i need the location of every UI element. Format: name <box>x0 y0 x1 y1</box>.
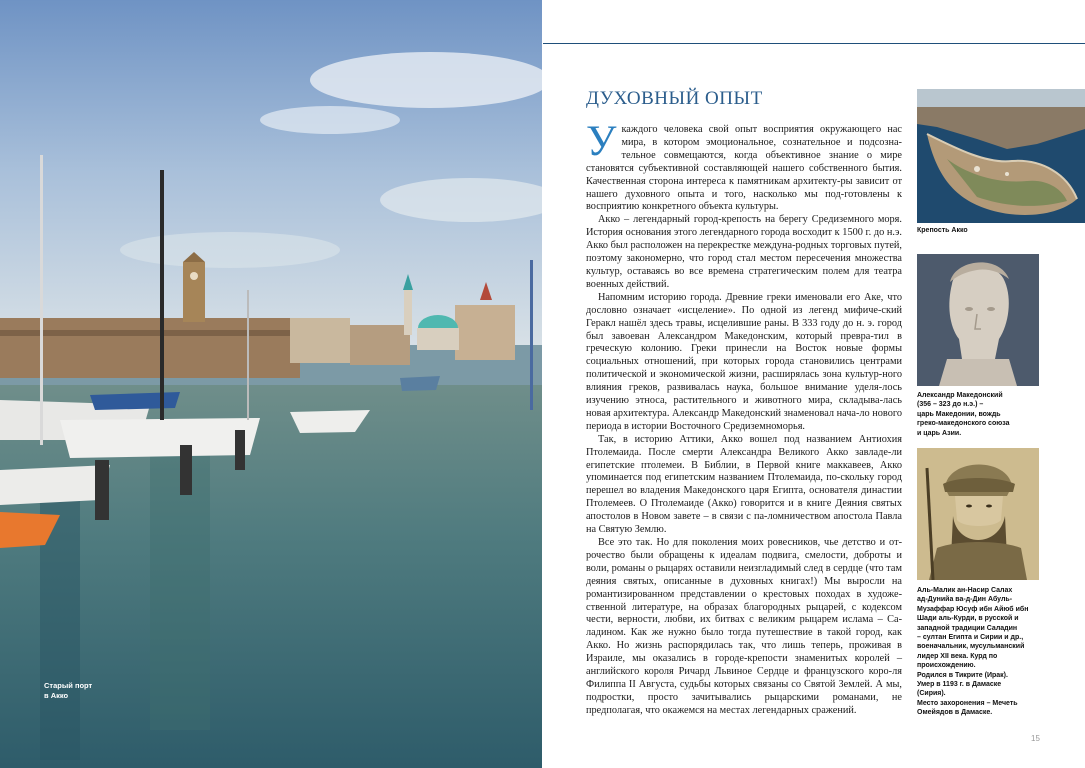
article-body <box>586 118 902 718</box>
page-number: 15 <box>1031 734 1040 743</box>
caption-line: царь Македонии, вождь <box>917 410 1001 418</box>
caption-line: Место захоронения – Мечеть <box>917 699 1018 707</box>
caption-line: ад-Дунийа ва-д-Дин Абуль- <box>917 596 1013 604</box>
caption-line: (Сирия). <box>917 690 946 698</box>
top-rule <box>543 43 1085 44</box>
caption-line: Музаффар Юсуф ибн Айюб ибн <box>917 605 1029 613</box>
caption-line: Александр Македонский <box>917 392 1003 399</box>
caption-line: Аль-Малик ан-Насир Салах <box>917 587 1013 594</box>
fortress-aerial-photo <box>917 89 1085 223</box>
paragraph: Напомним историю города. Древние греки именовали его Аке, что дословно означает «исцеление». По одной из легенд мифиче-ский Геракл нашёл здесь травы, исцелившие раны. В 333 году до н. э. город был завоеван Александром Македонским, который превра-тил в греческую колонию. Греки принесли на Восток новые формы социальных отношений, при которых города становились центрами политической и экономической жизни, расширялась зона культур-ного влияния греков, развивалась наука, большое внимание уделя-лось изучению этноса, растительного и животного мира, складыва-лась новая архитектура. Александр Македонский знаменовал нача-ло нового периода в истории Восточного Средиземноморья. <box>586 291 902 432</box>
saladin-engraving <box>917 448 1039 580</box>
caption-line: Омейядов в Дамаске. <box>917 709 993 717</box>
photo-caption-line: Старый порт <box>44 681 93 690</box>
caption-line: военачальник, мусульманский <box>917 643 1025 651</box>
photo-caption-line: в Акко <box>44 691 69 700</box>
caption-line: – султан Египта и Сирии и др., <box>917 634 1024 642</box>
caption-line: Крепость Акко <box>917 227 968 234</box>
alexander-bust-photo <box>917 254 1039 386</box>
fortress-caption <box>917 226 968 235</box>
caption-line: Родился в Тикрите (Ирак). <box>917 671 1008 679</box>
caption-line: греко-македонского союза <box>917 420 1010 428</box>
harbor-illustration <box>0 0 542 768</box>
photo-caption <box>44 681 134 701</box>
harbor-photo <box>0 0 542 768</box>
paragraph: Акко – легендарный город-крепость на берегу Средиземного моря. История основания этого легендарного города восходит к 1500 г. до н.э. Акко был расположен на перекрестке междуна-родных торговых путей, поэтому закономерно, что город стал местом пересечения множества культур, оставаясь во все времена стратегическим полем для театра военных действий. <box>586 214 902 290</box>
paragraph-text: каждого человека свой опыт восприятия окружающего нас мира, в котором эмоциональное, сознательное и подсозна-тельное совмещаются, когда объективное знание о мире становятся субъективной составляющей нашего собственного бытия. Качественная сторона интереса к памятникам архитекту-ры зависит от нашего духовного опыта и того, насколько мы под-готовлены к восприятию конкретного объекта культуры. <box>586 124 902 213</box>
caption-line: происхождению. <box>917 662 976 670</box>
caption-line: и царь Азии. <box>917 429 962 437</box>
paragraph: Так, в историю Аттики, Акко вошел под названием Антиохия Птолемаида. После смерти Александра Великого Акко завладе-ли египетские птолемеи. В Библии, в Первой книге маккавеев, Акко упоминается под египетским названием Птолемаида, по-скольку город перешел во владения Македонского царя Египта, основателя династии Птолемеев. О Птолемаиде (Акко) говорится и в книге Деяния святых апостолов в Новом завете – в связи с па-ломничеством апостола Павла на Святую Землю. <box>586 433 902 536</box>
paragraph: Все это так. Но для поколения моих ровесников, чье детство и от-рочество были обращены к идеалам подвига, смелости, доброты и воли, романы о рыцарях оставили неизгладимый след в сердце (что там деяния святых, описанные в духовных книгах!) Мы выросли на романтизированном представлении о крестовых походах в художе-ственной литературе, на образах благородных рыцарей, с кодексом чести, верности, любви, их битвах с великим рыцарем ислама – Са-ладином. Как же нужно было тогда путешествие в такой город, как Акко. Но жизнь распорядилась так, что лишь теперь, проживая в Израиле, мы оказались в городе-крепости знаменитых королей – английского короля Ричард Львиное Сердце и французского коро-ля Филиппа II Августа, судьбы которых связаны со Святой Землей. А мы, подростки, просто зачитывались рыцарскими романами, не предполагая, что окажемся на местах легендарных сражений. <box>586 537 902 716</box>
caption-line: Шади аль-Курди, в русской и <box>917 615 1019 623</box>
saladin-caption <box>917 586 1028 718</box>
paragraph <box>586 118 902 214</box>
page-title: ДУХОВНЫЙ ОПЫТ <box>586 88 763 109</box>
caption-line: Умер в 1193 г. в Дамаске <box>917 681 1002 689</box>
alexander-caption <box>917 391 1009 438</box>
caption-line: западной традиции Саладин <box>917 624 1018 632</box>
dropcap: У <box>586 118 617 165</box>
caption-line: лидер XII века. Курд по <box>917 652 998 660</box>
caption-line: (356 – 323 до н.э.) – <box>917 401 984 409</box>
